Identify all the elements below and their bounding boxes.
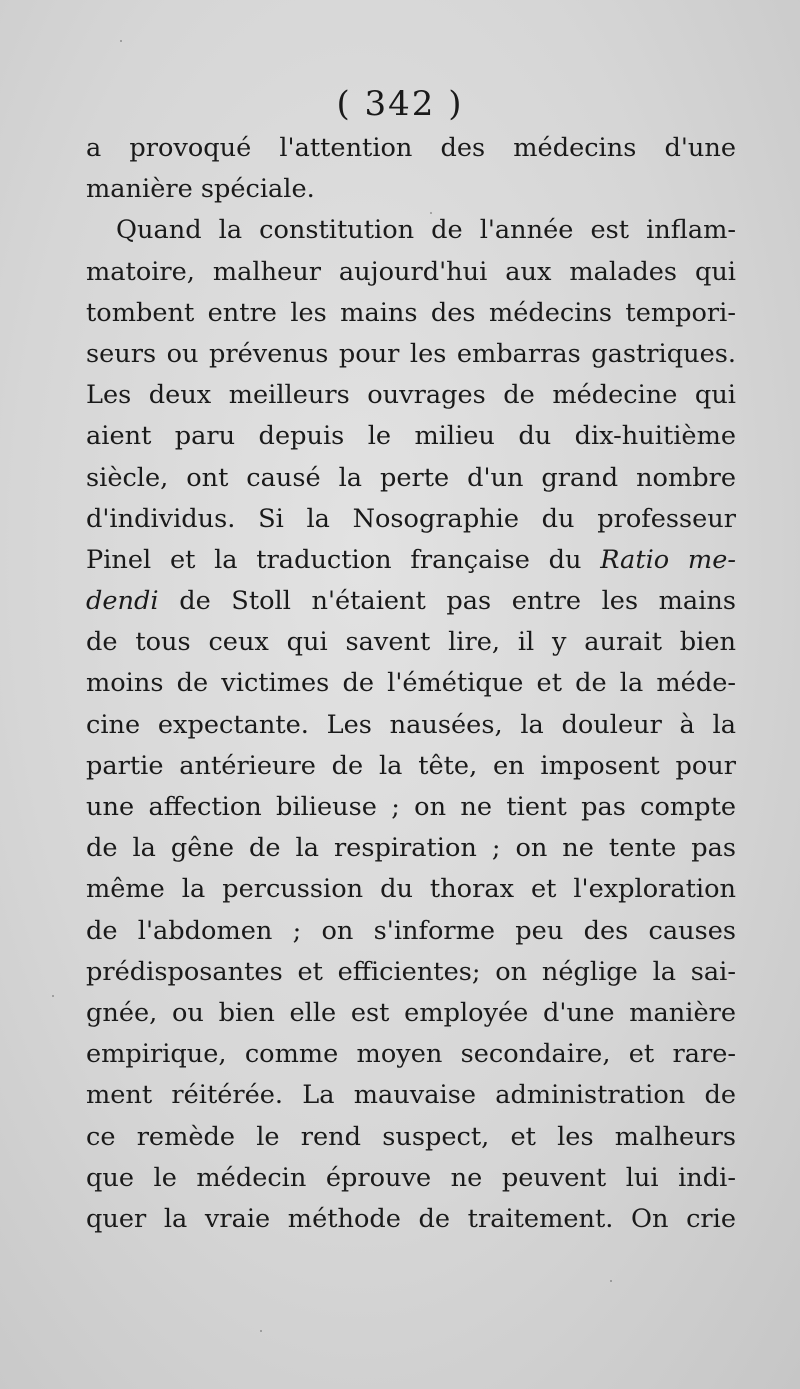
text-line: quer la vraie méthode de traitement. On crie bbox=[86, 1203, 736, 1234]
text-line: ce remède le rend suspect, et les malheurs bbox=[86, 1121, 736, 1152]
text-line-with-italic bbox=[86, 581, 736, 622]
text-line-with-italic bbox=[86, 540, 736, 581]
text-line: moins de victimes de l'émétique et de la méde- bbox=[86, 668, 736, 699]
text-line: Quand la constitution de l'année est inflam- bbox=[116, 215, 736, 246]
paper-speck bbox=[120, 40, 122, 42]
text-line: une affection bilieuse ; on ne tient pas compte bbox=[86, 792, 736, 822]
body-text bbox=[86, 128, 736, 1240]
text-line: que le médecin éprouve ne peuvent lui indi- bbox=[86, 1162, 736, 1193]
text-line: même la percussion du thorax et l'exploration bbox=[86, 874, 736, 905]
text-line: empirique, comme moyen secondaire, et rare- bbox=[86, 1039, 736, 1070]
text-line: aient paru depuis le milieu du dix-huitième bbox=[86, 421, 736, 452]
italic-title: Ratio me- bbox=[600, 544, 736, 575]
italic-title: dendi bbox=[86, 586, 159, 617]
text-line: d'individus. Si la Nosographie du professeur bbox=[86, 503, 736, 534]
text-line: matoire, malheur aujourd'hui aux malades qui bbox=[86, 256, 736, 287]
text-line: tombent entre les mains des médecins tempori- bbox=[86, 297, 736, 328]
text-line: prédisposantes et efficientes; on néglige la sai- bbox=[86, 956, 736, 987]
text-line: siècle, ont causé la perte d'un grand nombre bbox=[86, 462, 736, 493]
text-line: de l'abdomen ; on s'informe peu des causes bbox=[86, 915, 736, 946]
text-line: cine expectante. Les nausées, la douleur à la bbox=[86, 709, 736, 740]
paper-speck bbox=[610, 1280, 612, 1282]
text-line: Les deux meilleurs ouvrages de médecine qui bbox=[86, 380, 736, 411]
text-segment: Pinel et la traduction française du bbox=[86, 544, 601, 575]
text-line: ment réitérée. La mauvaise administration de bbox=[86, 1080, 736, 1111]
text-line: de la gêne de la respiration ; on ne tente pas bbox=[86, 833, 736, 864]
text-line: a provoqué l'attention des médecins d'une bbox=[86, 133, 736, 163]
text-line: gnée, ou bien elle est employée d'une manière bbox=[86, 997, 736, 1028]
text-segment: de Stoll n'étaient pas entre les mains bbox=[179, 586, 736, 617]
text-line: de tous ceux qui savent lire, il y aurait bien bbox=[86, 627, 736, 658]
page-number: ( 342 ) bbox=[336, 84, 464, 124]
paper-speck bbox=[260, 1330, 262, 1332]
text-line: seurs ou prévenus pour les embarras gastriques. bbox=[86, 338, 736, 369]
text-line: manière spéciale. bbox=[86, 174, 315, 205]
paper-speck bbox=[52, 995, 54, 997]
text-line: partie antérieure de la tête, en imposent pour bbox=[86, 750, 736, 781]
